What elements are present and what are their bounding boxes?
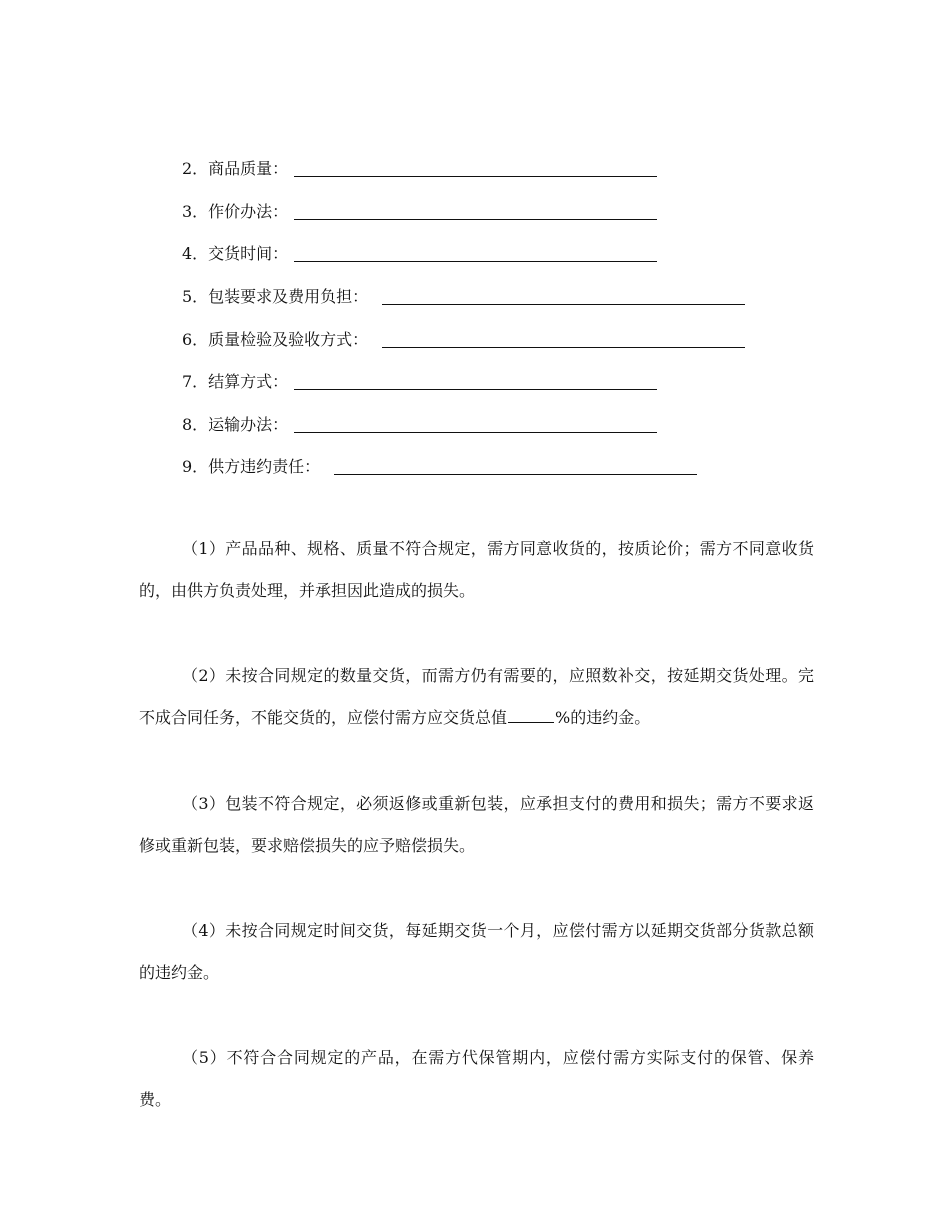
clause-4: （4）未按合同规定时间交货，每延期交货一个月，应偿付需方以延期交货部分货款总额的违约金。 bbox=[139, 921, 814, 982]
field-label: 9．供方违约责任： bbox=[182, 457, 321, 476]
fill-in-blank[interactable] bbox=[294, 218, 657, 220]
fill-in-blank[interactable] bbox=[294, 260, 657, 262]
field-label: 4．交货时间： bbox=[182, 244, 289, 263]
fill-in-blank[interactable] bbox=[382, 303, 745, 305]
field-pricing-method bbox=[182, 198, 657, 222]
field-label: 8．运输办法： bbox=[182, 415, 289, 434]
clause-2-tail: %的违约金。 bbox=[555, 708, 651, 727]
field-delivery-time bbox=[182, 240, 657, 264]
field-supplier-liability bbox=[182, 453, 697, 477]
fill-in-blank[interactable] bbox=[294, 431, 657, 433]
clause-3: （3）包装不符合规定，必须返修或重新包装，应承担支付的费用和损失；需方不要求返修或重新包装，要求赔偿损失的应予赔偿损失。 bbox=[139, 794, 814, 855]
clause-2 bbox=[139, 655, 814, 739]
field-label: 2．商品质量： bbox=[182, 159, 289, 178]
fill-in-blank[interactable] bbox=[294, 388, 657, 390]
field-label: 7．结算方式： bbox=[182, 372, 289, 391]
field-product-quality bbox=[182, 155, 657, 179]
clause-5: （5）不符合合同规定的产品，在需方代保管期内，应偿付需方实际支付的保管、保养费。 bbox=[139, 1048, 814, 1109]
field-label: 6．质量检验及验收方式： bbox=[182, 330, 369, 349]
field-transport bbox=[182, 411, 657, 435]
field-settlement bbox=[182, 368, 657, 392]
field-label: 3．作价办法： bbox=[182, 202, 289, 221]
field-label: 5．包装要求及费用负担： bbox=[182, 287, 369, 306]
clause-1: （1）产品品种、规格、质量不符合规定，需方同意收货的，按质论价；需方不同意收货的，由供方负责处理，并承担因此造成的损失。 bbox=[139, 539, 814, 600]
fill-in-blank[interactable] bbox=[294, 175, 657, 177]
clause-2-text: （2）未按合同规定的数量交货，而需方仍有需要的，应照数补交，按延期交货处理。完不成合同任务，不能交货的，应偿付需方应交货总值 bbox=[139, 666, 814, 727]
fill-in-blank[interactable] bbox=[334, 473, 697, 475]
percentage-blank[interactable] bbox=[508, 706, 554, 723]
field-quality-inspection bbox=[182, 326, 745, 350]
field-packaging bbox=[182, 283, 745, 307]
fill-in-blank[interactable] bbox=[382, 346, 745, 348]
